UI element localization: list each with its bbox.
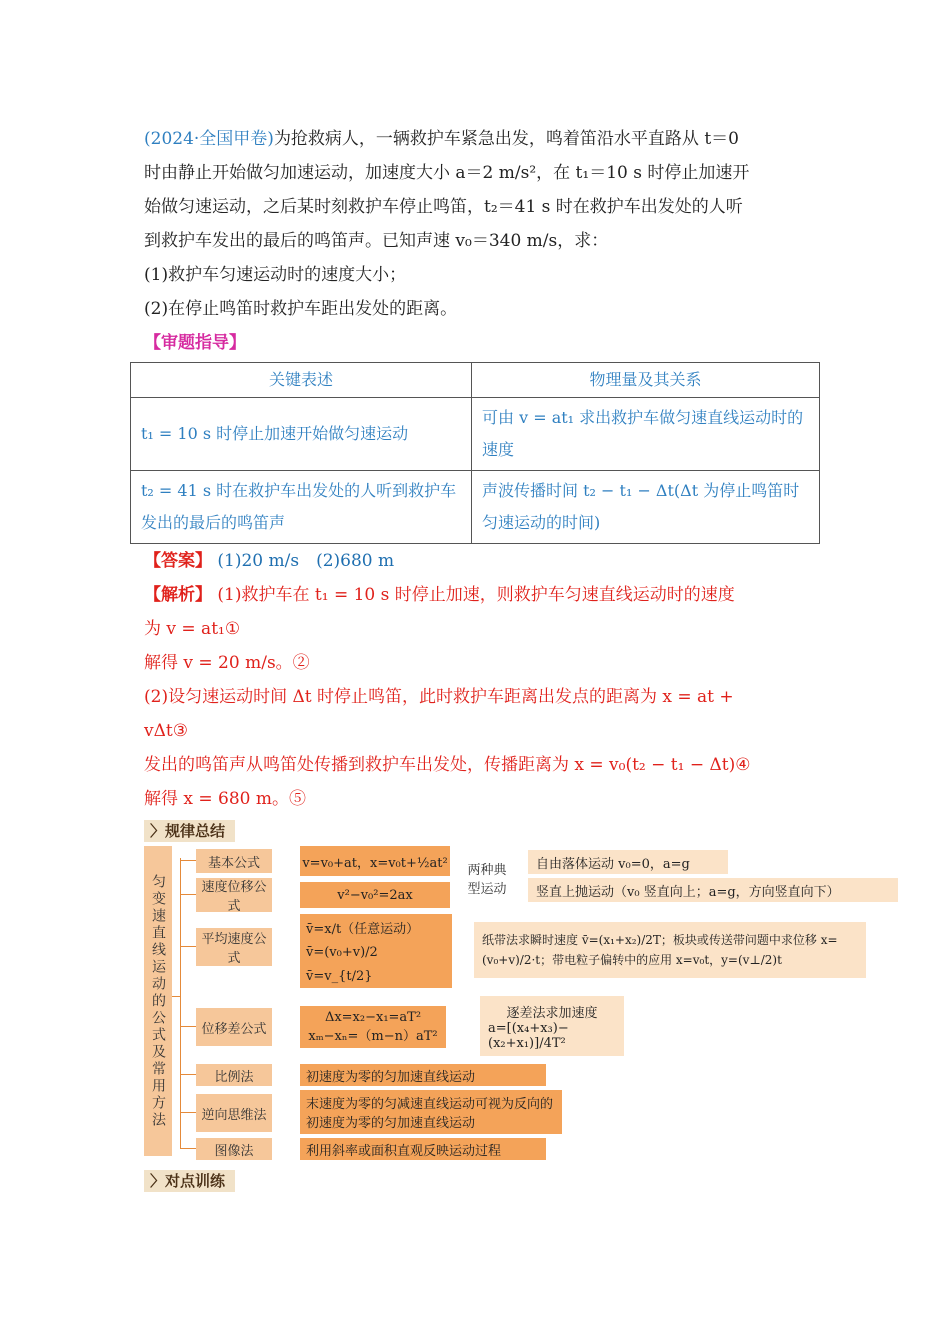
guide-row-2-key: t₂ = 41 s 时在救护车出发处的人听到救护车发出的最后的鸣笛声 <box>131 471 472 544</box>
answer-text: (1)20 m/s (2)680 m <box>217 551 395 571</box>
reverse-thinking-description: 末速度为零的匀减速直线运动可视为反向的初速度为零的匀加速直线运动 <box>300 1090 562 1134</box>
rules-section-bar <box>144 820 824 842</box>
table-row <box>131 471 820 544</box>
average-velocity-applications: 纸带法求瞬时速度 v̄=(x₁+x₂)/2T；板块或传送带问题中求位移 x=(v₀+v)/2·t；带电粒子偏转中的应用 x=v₀t，y=(v⊥/2)t <box>474 922 866 978</box>
answer-line <box>144 544 824 578</box>
analysis-line-2: 为 v = at₁① <box>144 619 241 639</box>
guide-col-relation: 物理量及其关系 <box>472 363 820 398</box>
table-row <box>131 398 820 471</box>
analysis-line-5: vΔt③ <box>144 721 188 741</box>
branch-reverse-thinking: 逆向思维法 <box>196 1094 272 1132</box>
formula-velocity-displacement: v²−v₀²=2ax <box>300 882 450 908</box>
problem-line-4: 到救护车发出的最后的鸣笛声。已知声速 v₀＝340 m/s，求： <box>144 231 609 251</box>
ratio-description: 初速度为零的匀加速直线运动 <box>300 1064 546 1086</box>
analysis-line-1: 【解析】 (1)救护车在 t₁ = 10 s 时停止加速，则救护车匀速直线运动时的速度 <box>144 585 735 605</box>
formula-basic: v=v₀+at，x=v₀t+½at² <box>300 846 450 876</box>
summary-diagram <box>144 846 904 1166</box>
guide-heading: 【审题指导】 <box>144 333 246 353</box>
practice-section-bar <box>144 1170 235 1192</box>
analysis-line-3: 解得 v = 20 m/s。② <box>144 653 310 673</box>
branch-displacement-difference: 位移差公式 <box>196 1008 272 1046</box>
guide-row-1-key: t₁ = 10 s 时停止加速开始做匀速运动 <box>131 398 472 471</box>
analysis-line-4: (2)设匀速运动时间 Δt 时停止鸣笛，此时救护车距离出发点的距离为 x = at + <box>144 687 734 707</box>
analysis-label: 【解析】 <box>144 585 212 605</box>
problem-line-2: 时由静止开始做匀加速运动，加速度大小 a＝2 m/s²，在 t₁＝10 s 时停止加速开 <box>144 163 750 183</box>
question-2: (2)在停止鸣笛时救护车距出发处的距离。 <box>144 299 458 319</box>
problem-source: (2024·全国甲卷) <box>144 129 274 149</box>
branch-ratio: 比例法 <box>196 1064 272 1086</box>
guide-row-1-rel: 可由 v = at₁ 求出救护车做匀速直线运动时的速度 <box>472 398 820 471</box>
free-fall: 自由落体运动 v₀=0，a=g <box>528 850 728 874</box>
formula-displacement-difference: Δx=x₂−x₁=aT² xₘ−xₙ=（m−n）aT² <box>300 1006 446 1048</box>
formula-average-velocity: v̄=x/t（任意运动） v̄=(v₀+v)/2 v̄=v_{t/2} <box>300 914 452 988</box>
diagram-root: 匀变速直线运动的公式及常用方法 <box>144 846 172 1156</box>
graph-description: 利用斜率或面积直观反映运动过程 <box>300 1138 546 1160</box>
analysis-line-7: 解得 x = 680 m。⑤ <box>144 789 307 809</box>
guide-row-2-rel: 声波传播时间 t₂ − t₁ − Δt(Δt 为停止鸣笛时匀速运动的时间) <box>472 471 820 544</box>
connector <box>180 858 181 1148</box>
document-body <box>141 122 824 842</box>
guide-col-key: 关键表述 <box>131 363 472 398</box>
analysis-line-6: 发出的鸣笛声从鸣笛处传播到救护车出发处，传播距离为 x = v₀(t₂ − t₁ − Δt)④ <box>144 755 751 775</box>
problem-line-3: 始做匀速运动，之后某时刻救护车停止鸣笛，t₂＝41 s 时在救护车出发处的人听 <box>144 197 743 217</box>
question-1: (1)救护车匀速运动时的速度大小； <box>144 265 407 285</box>
branch-graph: 图像法 <box>196 1138 272 1160</box>
rules-section-title: 〉规律总结 <box>144 820 235 842</box>
two-typical-motions: 两种典型运动 <box>467 863 507 897</box>
vertical-throw: 竖直上抛运动（v₀ 竖直向上；a=g，方向竖直向下） <box>528 878 898 902</box>
practice-section-title: 〉对点训练 <box>144 1170 235 1192</box>
branch-velocity-displacement: 速度位移公式 <box>196 878 272 912</box>
branch-basic: 基本公式 <box>196 849 272 873</box>
problem-line-1: (2024·全国甲卷)为抢救病人，一辆救护车紧急出发，鸣着笛沿水平直路从 t＝0 <box>144 129 739 149</box>
branch-average-velocity: 平均速度公式 <box>196 928 272 966</box>
successive-difference-method: 逐差法求加速度 a=[(x₄+x₃)−(x₂+x₁)]/4T² <box>480 996 624 1056</box>
guide-table <box>130 362 820 544</box>
answer-label: 【答案】 <box>144 551 212 571</box>
